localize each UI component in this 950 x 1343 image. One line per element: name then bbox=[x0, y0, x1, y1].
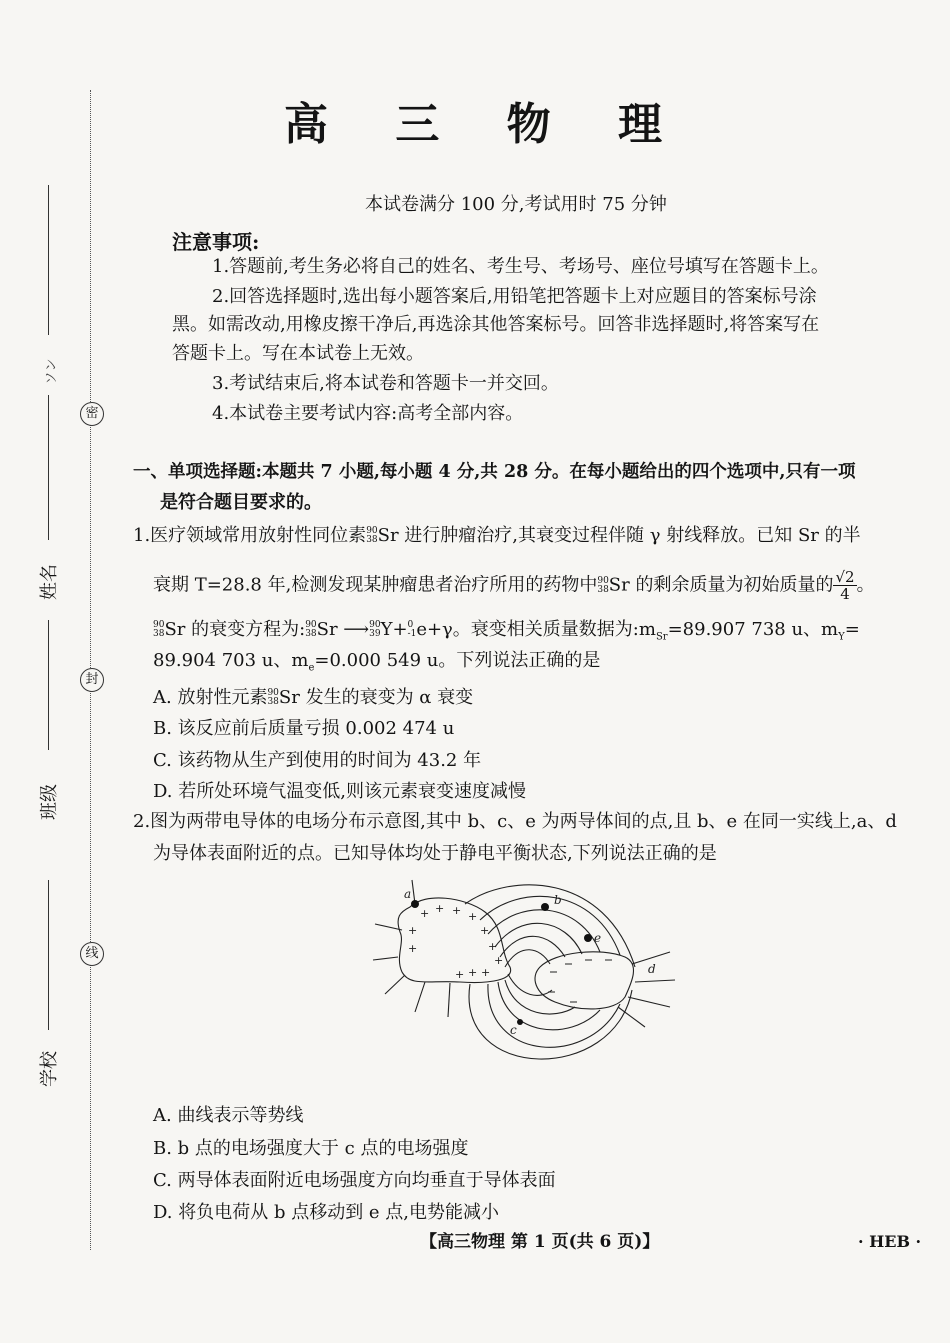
exam-code: · HEB · bbox=[858, 1232, 922, 1251]
label-c: c bbox=[510, 1023, 517, 1037]
q1-line-2: 衰期 T=28.8 年,检测发现某肿瘤患者治疗所用的药物中 90 38 Sr 的剩余质量为初始质量的 $\frac{√2}{4}$ 。 bbox=[153, 568, 875, 603]
q2-option-b: B. b 点的电场强度大于 c 点的电场强度 bbox=[153, 1138, 469, 1159]
section-heading-cont: 是符合题目要求的。 bbox=[160, 492, 322, 513]
class-label: 班级 bbox=[39, 784, 60, 820]
name-underline-top bbox=[48, 185, 49, 335]
sr-nuclide-index: 90 38 bbox=[366, 526, 378, 545]
section-heading: 一、单项选择题:本题共 7 小题,每小题 4 分,共 28 分。在每小题给出的四个选项中,只有一项 bbox=[133, 462, 856, 482]
notice-item-2-end: 答题卡上。写在本试卷上无效。 bbox=[172, 343, 424, 364]
field-line bbox=[500, 936, 565, 957]
q1-option-d: D. 若所处环境气温变低,则该元素衰变速度减慢 bbox=[153, 781, 526, 802]
electric-field-figure bbox=[370, 872, 690, 1087]
notice-heading: 注意事项: bbox=[172, 230, 260, 254]
right-conductor bbox=[535, 952, 634, 1009]
field-line bbox=[488, 984, 620, 1047]
field-line bbox=[480, 896, 620, 955]
field-line bbox=[628, 997, 670, 1007]
page-title: 高 三 物 理 bbox=[284, 99, 688, 150]
point-c bbox=[517, 1019, 523, 1025]
point-b bbox=[541, 903, 549, 911]
svg-text:+: + bbox=[408, 942, 418, 955]
field-line bbox=[635, 980, 675, 982]
svg-text:+: + bbox=[481, 966, 491, 979]
svg-text:+: + bbox=[488, 940, 498, 953]
q1-stem-1: 1.医疗领域常用放射性同位素 bbox=[133, 525, 367, 546]
svg-text:+: + bbox=[435, 902, 445, 915]
label-b: b bbox=[554, 893, 562, 907]
exam-info: 本试卷满分 100 分,考试用时 75 分钟 bbox=[365, 194, 667, 215]
name-label: 姓名 bbox=[39, 564, 60, 600]
q2-line-2: 为导体表面附近的点。已知导体均处于静电平衡状态,下列说法正确的是 bbox=[153, 843, 717, 864]
q1-option-c: C. 该药物从生产到使用的时间为 43.2 年 bbox=[153, 750, 482, 771]
label-d: d bbox=[648, 962, 656, 976]
q2-option-a: A. 曲线表示等势线 bbox=[153, 1105, 304, 1126]
school-label: 学校 bbox=[39, 1051, 60, 1087]
notice-item-1: 1.答题前,考生务必将自己的姓名、考生号、考场号、座位号填写在答题卡上。 bbox=[212, 256, 829, 277]
svg-text:+: + bbox=[468, 966, 478, 979]
class-underline bbox=[48, 620, 49, 750]
notice-item-3: 3.考试结束后,将本试卷和答题卡一并交回。 bbox=[212, 373, 559, 394]
field-line bbox=[495, 923, 582, 954]
svg-text:+: + bbox=[452, 904, 462, 917]
label-a: a bbox=[404, 887, 412, 901]
q1-option-b: B. 该反应前后质量亏损 0.002 474 u bbox=[153, 718, 455, 739]
q1-stem-1b: Sr 进行肿瘤治疗,其衰变过程伴随 γ 射线释放。已知 Sr 的半 bbox=[377, 525, 861, 546]
svg-text:+: + bbox=[420, 907, 430, 920]
seal-xian: 线 bbox=[80, 942, 104, 966]
point-a bbox=[411, 900, 419, 908]
notice-item-2-cont: 黑。如需改动,用橡皮擦干净后,再选涂其他答案标号。回答非选择题时,将答案写在 bbox=[172, 314, 820, 335]
school-underline bbox=[48, 880, 49, 1030]
field-line bbox=[488, 910, 600, 952]
svg-text:+: + bbox=[408, 924, 418, 937]
seal-feng: 封 bbox=[80, 668, 104, 692]
field-line bbox=[385, 975, 405, 994]
field-line bbox=[508, 974, 552, 995]
margin-mark: ソン bbox=[44, 358, 60, 385]
q2-line-1: 2.图为两带电导体的电场分布示意图,其中 b、c、e 为两导体间的点,且 b、e 在同一实线上,a、d bbox=[133, 811, 897, 832]
svg-text:+: + bbox=[494, 954, 504, 967]
q1-line-4: 89.904 703 u、$m_e=0.000$ 549 u。下列说法正确的是 bbox=[153, 650, 601, 674]
page-footer: 【高三物理 第 1 页(共 6 页)】 bbox=[420, 1232, 660, 1252]
svg-text:+: + bbox=[480, 924, 490, 937]
field-line bbox=[373, 957, 398, 960]
field-line bbox=[415, 982, 425, 1012]
q2-option-d: D. 将负电荷从 b 点移动到 e 点,电势能减小 bbox=[153, 1202, 500, 1223]
label-e: e bbox=[594, 931, 602, 945]
svg-text:+: + bbox=[455, 968, 465, 981]
notice-item-2: 2.回答选择题时,选出每小题答案后,用铅笔把答题卡上对应题目的答案标号涂 bbox=[212, 286, 817, 307]
point-e bbox=[584, 934, 592, 942]
q2-option-c: C. 两导体表面附近电场强度方向均垂直于导体表面 bbox=[153, 1170, 556, 1191]
seal-mi: 密 bbox=[80, 402, 104, 426]
notice-item-4: 4.本试卷主要考试内容:高考全部内容。 bbox=[212, 403, 524, 424]
name-underline bbox=[48, 395, 49, 540]
fraction-sqrt2-over-4: $\frac{√2}{4}$ bbox=[835, 568, 855, 603]
q1-line-3: 90 38 Sr 的衰变方程为: 90 38 Sr ⟶ 90 39 Y+ 0 -1 e+γ。衰变相关质量数据为$:m_{Sr}=89.907$ 738 u、$m_Y=$ bbox=[153, 619, 860, 643]
q1-line-1 bbox=[133, 525, 861, 547]
q1-option-a: A. 放射性元素 90 38 Sr 发生的衰变为 α 衰变 bbox=[153, 687, 474, 708]
field-line bbox=[448, 983, 450, 1017]
svg-text:+: + bbox=[468, 910, 478, 923]
